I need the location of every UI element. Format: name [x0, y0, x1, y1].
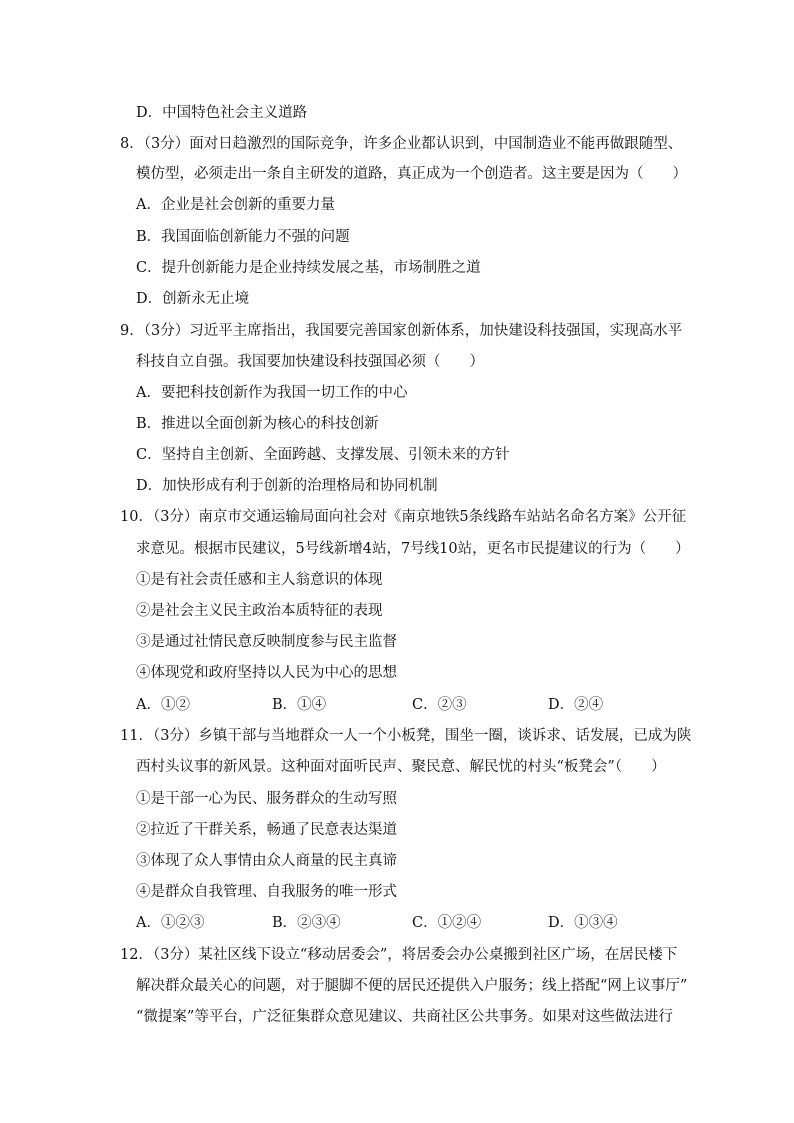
q11-choices: [136, 913, 696, 933]
q12-stem-line3: “微提案”等平台，广泛征集群众意见建议、共商社区公共事务。如果对这些做法进行: [136, 1009, 673, 1025]
q10-choice-a: A．①②: [136, 697, 190, 713]
q8-option-b: B．我国面临创新能力不强的问题: [136, 229, 350, 245]
q11-statement-3: ③体现了众人事情由众人商量的民主真谛: [136, 853, 397, 869]
q8-stem-line2: 模仿型，必须走出一条自主研发的道路，真正成为一个创造者。这主要是因为（ ）: [136, 166, 687, 182]
q11-stem-line2: 西村头议事的新风景。这种面对面听民声、聚民意、解民忧的村头“板凳会”（ ）: [136, 759, 666, 775]
q9-option-b: B．推进以全面创新为核心的科技创新: [136, 416, 379, 432]
q8-stem-line1: 8．（3分）面对日趋激烈的国际竞争，许多企业都认识到，中国制造业不能再做跟随型、: [120, 136, 683, 152]
q10-choice-c: C．②③: [412, 697, 467, 713]
q9-option-c: C．坚持自主创新、全面跨越、支撑发展、引领未来的方针: [136, 447, 510, 463]
q10-choice-d: D．②④: [548, 697, 604, 713]
q11-choice-a: A．①②③: [136, 915, 205, 931]
q11-choice-b: B．②③④: [272, 915, 341, 931]
q12-stem-line1: 12．（3分）某社区线下设立“移动居委会”，将居委会办公桌搬到社区广场，在居民楼下: [120, 947, 678, 963]
q11-choice-d: D．①③④: [548, 915, 618, 931]
q7-option-d: D．中国特色社会主义道路: [136, 105, 308, 121]
q8-option-c: C．提升创新能力是企业持续发展之基，市场制胜之道: [136, 260, 481, 276]
q10-statement-4: ④体现党和政府坚持以人民为中心的思想: [136, 665, 397, 681]
q9-stem-line2: 科技自立自强。我国要加快建设科技强国必须（ ）: [136, 354, 484, 370]
q11-statement-2: ②拉近了干群关系，畅通了民意表达渠道: [136, 822, 397, 838]
q11-statement-4: ④是群众自我管理、自我服务的唯一形式: [136, 884, 397, 900]
q9-stem-line1: 9．（3分）习近平主席指出，我国要完善国家创新体系，加快建设科技强国，实现高水平: [120, 323, 683, 339]
q9-option-d: D．加快形成有利于创新的治理格局和协同机制: [136, 478, 438, 494]
q10-choices: [136, 695, 696, 715]
q10-statement-2: ②是社会主义民主政治本质特征的表现: [136, 603, 383, 619]
q8-option-a: A．企业是社会创新的重要力量: [136, 197, 335, 213]
q10-statement-3: ③是通过社情民意反映制度参与民主监督: [136, 634, 397, 650]
q12-stem-line2: 解决群众最关心的问题，对于腿脚不便的居民还提供入户服务；线上搭配“网上议事厅”: [136, 978, 688, 994]
q10-stem-line1: 10．（3分）南京市交通运输局面向社会对《南京地铁5条线路车站站名命名方案》公开征: [120, 509, 687, 525]
q11-stem-line1: 11．（3分）乡镇干部与当地群众一人一个小板凳，围坐一圈，谈诉求、话发展，已成为陕: [120, 728, 692, 744]
q9-option-a: A．要把科技创新作为我国一切工作的中心: [136, 385, 408, 401]
q10-choice-b: B．①④: [272, 697, 327, 713]
q11-statement-1: ①是干部一心为民、服务群众的生动写照: [136, 791, 397, 807]
q10-statement-1: ①是有社会责任感和主人翁意识的体现: [136, 572, 383, 588]
q8-option-d: D．创新永无止境: [136, 291, 250, 307]
q11-choice-c: C．①②④: [412, 915, 482, 931]
q10-stem-line2: 求意见。根据市民建议，5号线新增4站，7号线10站，更名市民提建议的行为（ ）: [136, 541, 690, 557]
